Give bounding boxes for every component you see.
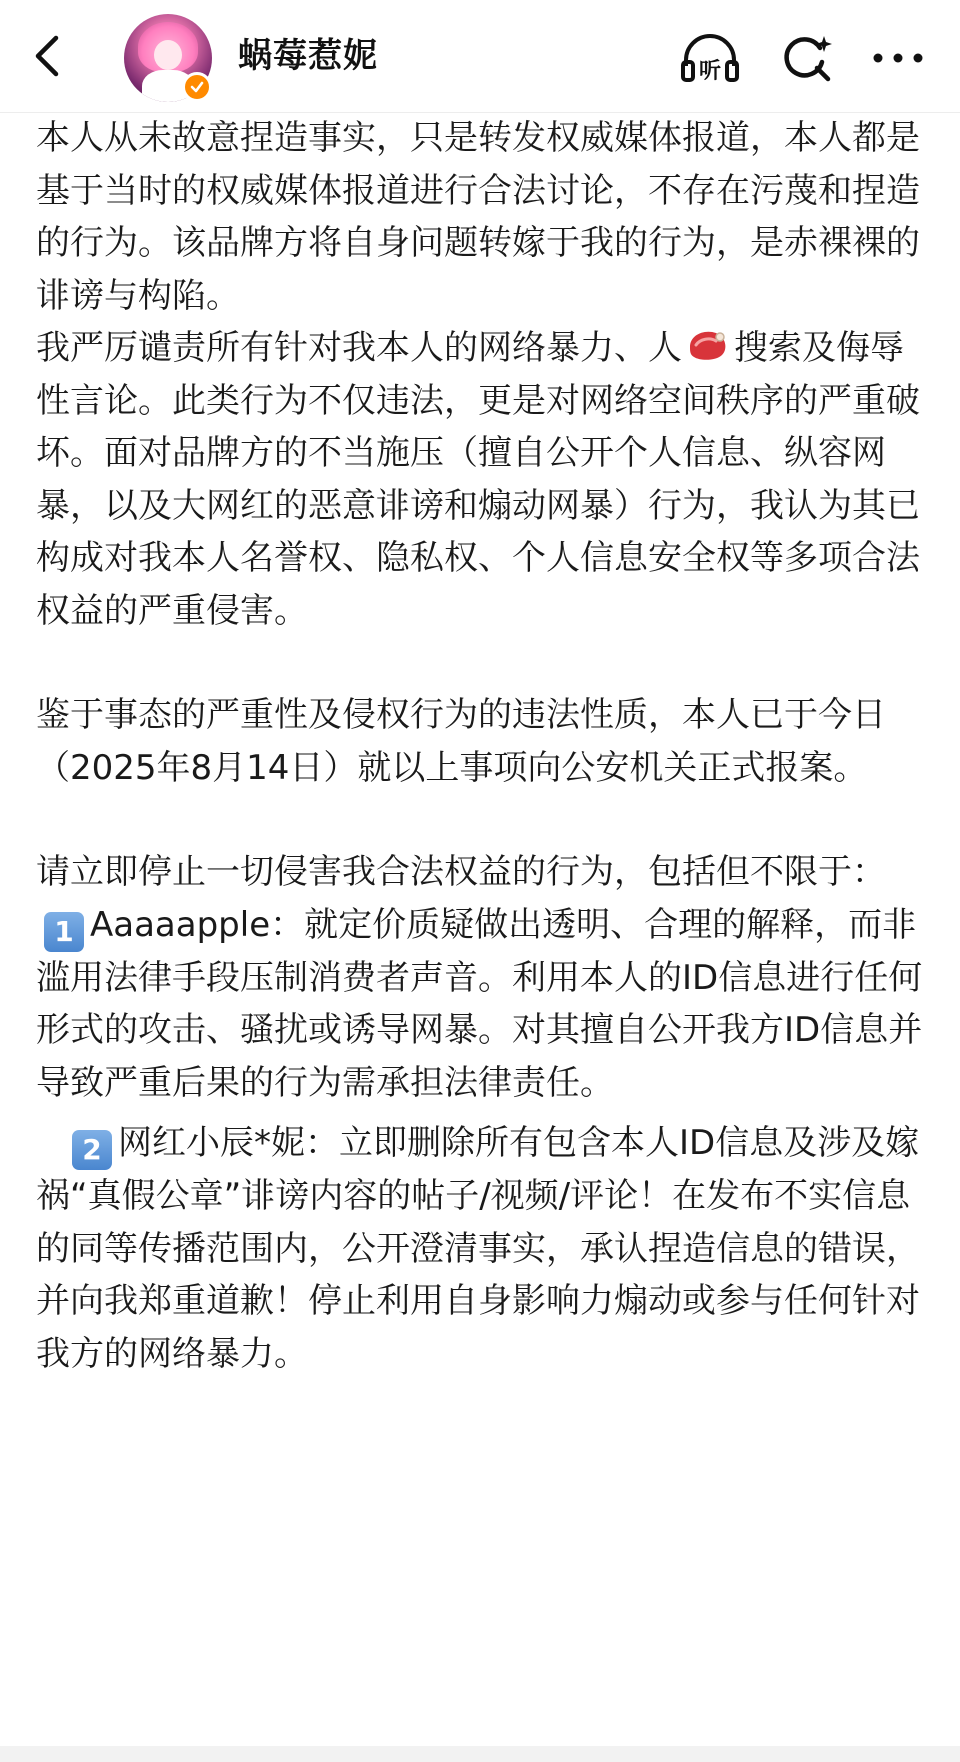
list-item-2 — [36, 1117, 932, 1380]
keycap-2-icon: 2 — [72, 1130, 112, 1170]
verified-badge-icon — [182, 72, 212, 102]
list-item-2-text: 网红小辰*妮：立即删除所有包含本人ID信息及涉及嫁祸“真假公章”诽谤内容的帖子/视频/评论！在发布不实信息的同等传播范围内，公开澄清事实，承认捏造信息的错误，并向我郑重道歉！停止利用自身影响力煽动或参与任何针对我方的网络暴力。 — [36, 1123, 920, 1374]
top-nav-bar — [0, 0, 960, 113]
avatar[interactable] — [124, 14, 212, 102]
keycap-1-icon: 1 — [44, 912, 84, 952]
search-button[interactable] — [778, 28, 838, 88]
more-dots-icon — [870, 48, 926, 68]
post-content — [36, 112, 932, 1380]
more-button[interactable] — [868, 28, 928, 88]
back-button[interactable] — [18, 26, 78, 86]
post-paragraph-1: 本人从未故意捏造事实，只是转发权威媒体报道，本人都是基于当时的权威媒体报道进行合法讨论，不存在污蔑和捏造的行为。该品牌方将自身问题转嫁于我的行为，是赤裸裸的诽谤与构陷。 — [36, 118, 920, 316]
post-paragraph-3: 鉴于事态的严重性及侵权行为的违法性质，本人已于今日（2025年8月14日）就以上事项向公安机关正式报案。 — [36, 695, 886, 788]
post-paragraph-2-end: 搜索及侮辱性言论。此类行为不仅违法，更是对网络空间秩序的严重破坏。面对品牌方的不当施压（擅自公开个人信息、纵容网暴，以及大网红的恶意诽谤和煽动网暴）行为，我认为其已构成对我本人名誉权、隐私权、个人信息安全权等多项合法权益的严重侵害。 — [36, 328, 920, 631]
listen-label: 听 — [698, 59, 722, 84]
list-item-1 — [36, 899, 932, 1110]
username[interactable]: 蜗莓惹妮 — [238, 36, 378, 76]
search-sparkle-icon — [780, 30, 836, 86]
post-paragraph-2-start: 我严厉谴责所有针对我本人的网络暴力、人 — [36, 328, 682, 368]
headphones-listen-icon — [680, 32, 740, 84]
chevron-left-icon — [28, 32, 68, 80]
post-paragraph-4: 请立即停止一切侵害我合法权益的行为，包括但不限于： — [36, 852, 886, 892]
post-paragraph-2 — [36, 322, 932, 637]
bottom-edge — [0, 1746, 960, 1762]
listen-button[interactable] — [680, 28, 740, 88]
meat-emoji-icon — [686, 325, 730, 365]
list-item-1-text: Aaaaapple：就定价质疑做出透明、合理的解释，而非滥用法律手段压制消费者声音。利用本人的ID信息进行任何形式的攻击、骚扰或诱导网暴。对其擅自公开我方ID信息并导致严重后果的行为需承担法律责任。 — [36, 904, 923, 1103]
